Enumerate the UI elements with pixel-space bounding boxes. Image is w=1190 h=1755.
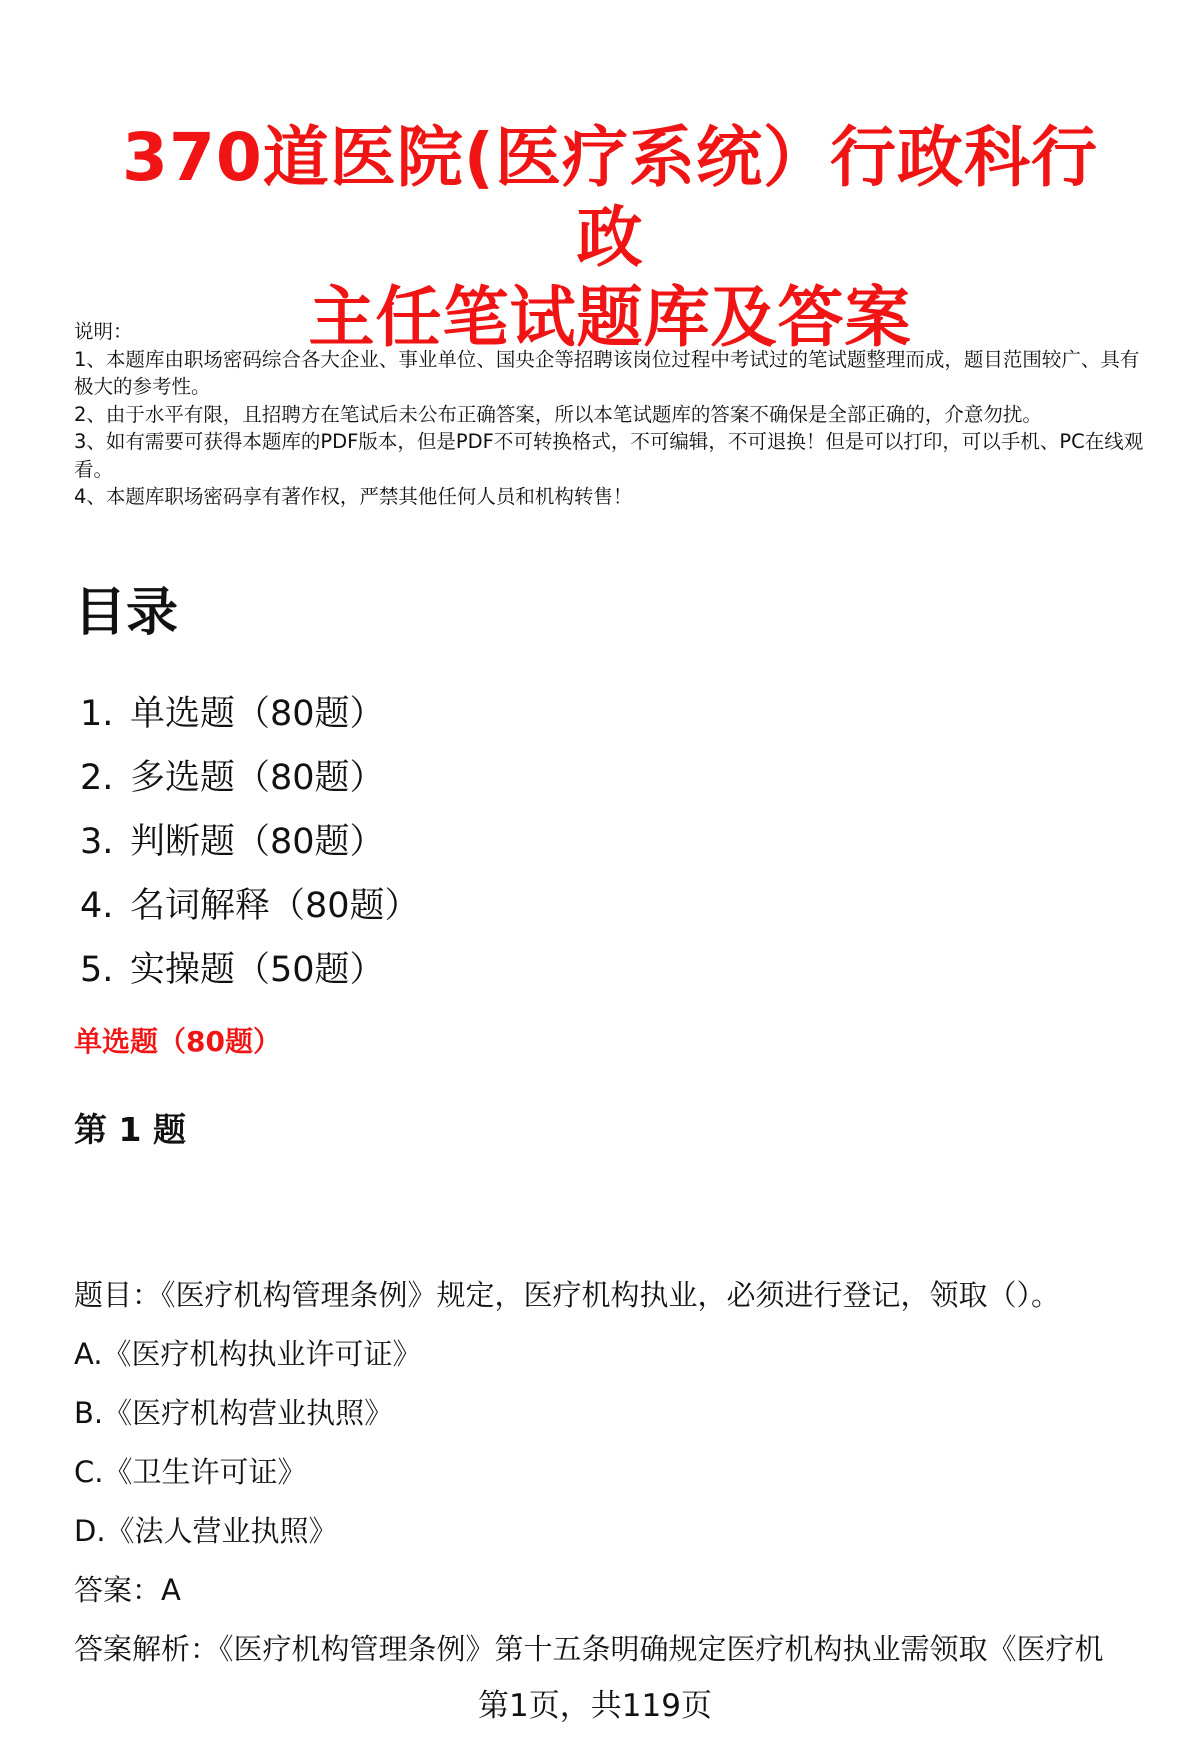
question-stem: 题目：《医疗机构管理条例》规定，医疗机构执业，必须进行登记，领取（）。	[74, 1278, 1061, 1312]
toc-item-number: 1.	[80, 694, 114, 734]
note-item: 1、本题库由职场密码综合各大企业、事业单位、国央企等招聘该岗位过程中考试过的笔试题整理而成，题目范围较广、具有极大的参考性。	[74, 347, 1140, 398]
note-item: 2、由于水平有限，且招聘方在笔试后未公布正确答案，所以本笔试题库的答案不确保是全部正确的，介意勿扰。	[74, 402, 1042, 426]
toc-item-label: 名词解释（80题）	[130, 886, 420, 926]
toc-item-label: 多选题（80题）	[130, 758, 385, 798]
toc-item-number: 2.	[80, 758, 114, 798]
toc-item-true-false[interactable]	[80, 810, 420, 874]
option-d: D.《法人营业执照》	[74, 1514, 338, 1548]
note-item: 4、本题库职场密码享有著作权，严禁其他任何人员和机构转售！	[74, 485, 633, 508]
option-b: B.《医疗机构营业执照》	[74, 1396, 394, 1430]
title-line-2: 主任笔试题库及答案	[308, 279, 912, 356]
page-footer: 第1页，共119页	[478, 1688, 712, 1724]
note-item: 3、如有需要可获得本题库的PDF版本，但是PDF不可转换格式，不可编辑，不可退换！但是可以打印，可以手机、PC在线观看。	[74, 430, 1144, 481]
section-title: 单选题（80题）	[74, 1025, 281, 1058]
toc-item-label: 判断题（80题）	[130, 822, 385, 862]
option-a: A.《医疗机构执业许可证》	[74, 1337, 422, 1371]
toc-heading: 目录	[74, 583, 179, 643]
notes-block	[74, 318, 1154, 511]
toc-item-single-choice[interactable]	[80, 682, 420, 746]
toc-item-multiple-choice[interactable]	[80, 746, 420, 810]
table-of-contents	[80, 682, 420, 1002]
title-line-1: 370道医院(医疗系统）行政科行政	[122, 119, 1098, 276]
toc-item-label: 实操题（50题）	[130, 950, 385, 990]
option-c: C.《卫生许可证》	[74, 1455, 307, 1489]
toc-item-practical[interactable]	[80, 938, 420, 1002]
toc-item-term-definition[interactable]	[80, 874, 420, 938]
toc-item-number: 3.	[80, 822, 114, 862]
toc-item-number: 5.	[80, 950, 114, 990]
answer-analysis: 答案解析：《医疗机构管理条例》第十五条明确规定医疗机构执业需领取《医疗机	[74, 1632, 1104, 1666]
answer: 答案：A	[74, 1573, 181, 1607]
question-body	[74, 1266, 1164, 1679]
question-label: 第 1 题	[74, 1110, 186, 1149]
notes-heading: 说明：	[74, 320, 133, 343]
toc-item-number: 4.	[80, 886, 114, 926]
toc-item-label: 单选题（80题）	[130, 694, 385, 734]
